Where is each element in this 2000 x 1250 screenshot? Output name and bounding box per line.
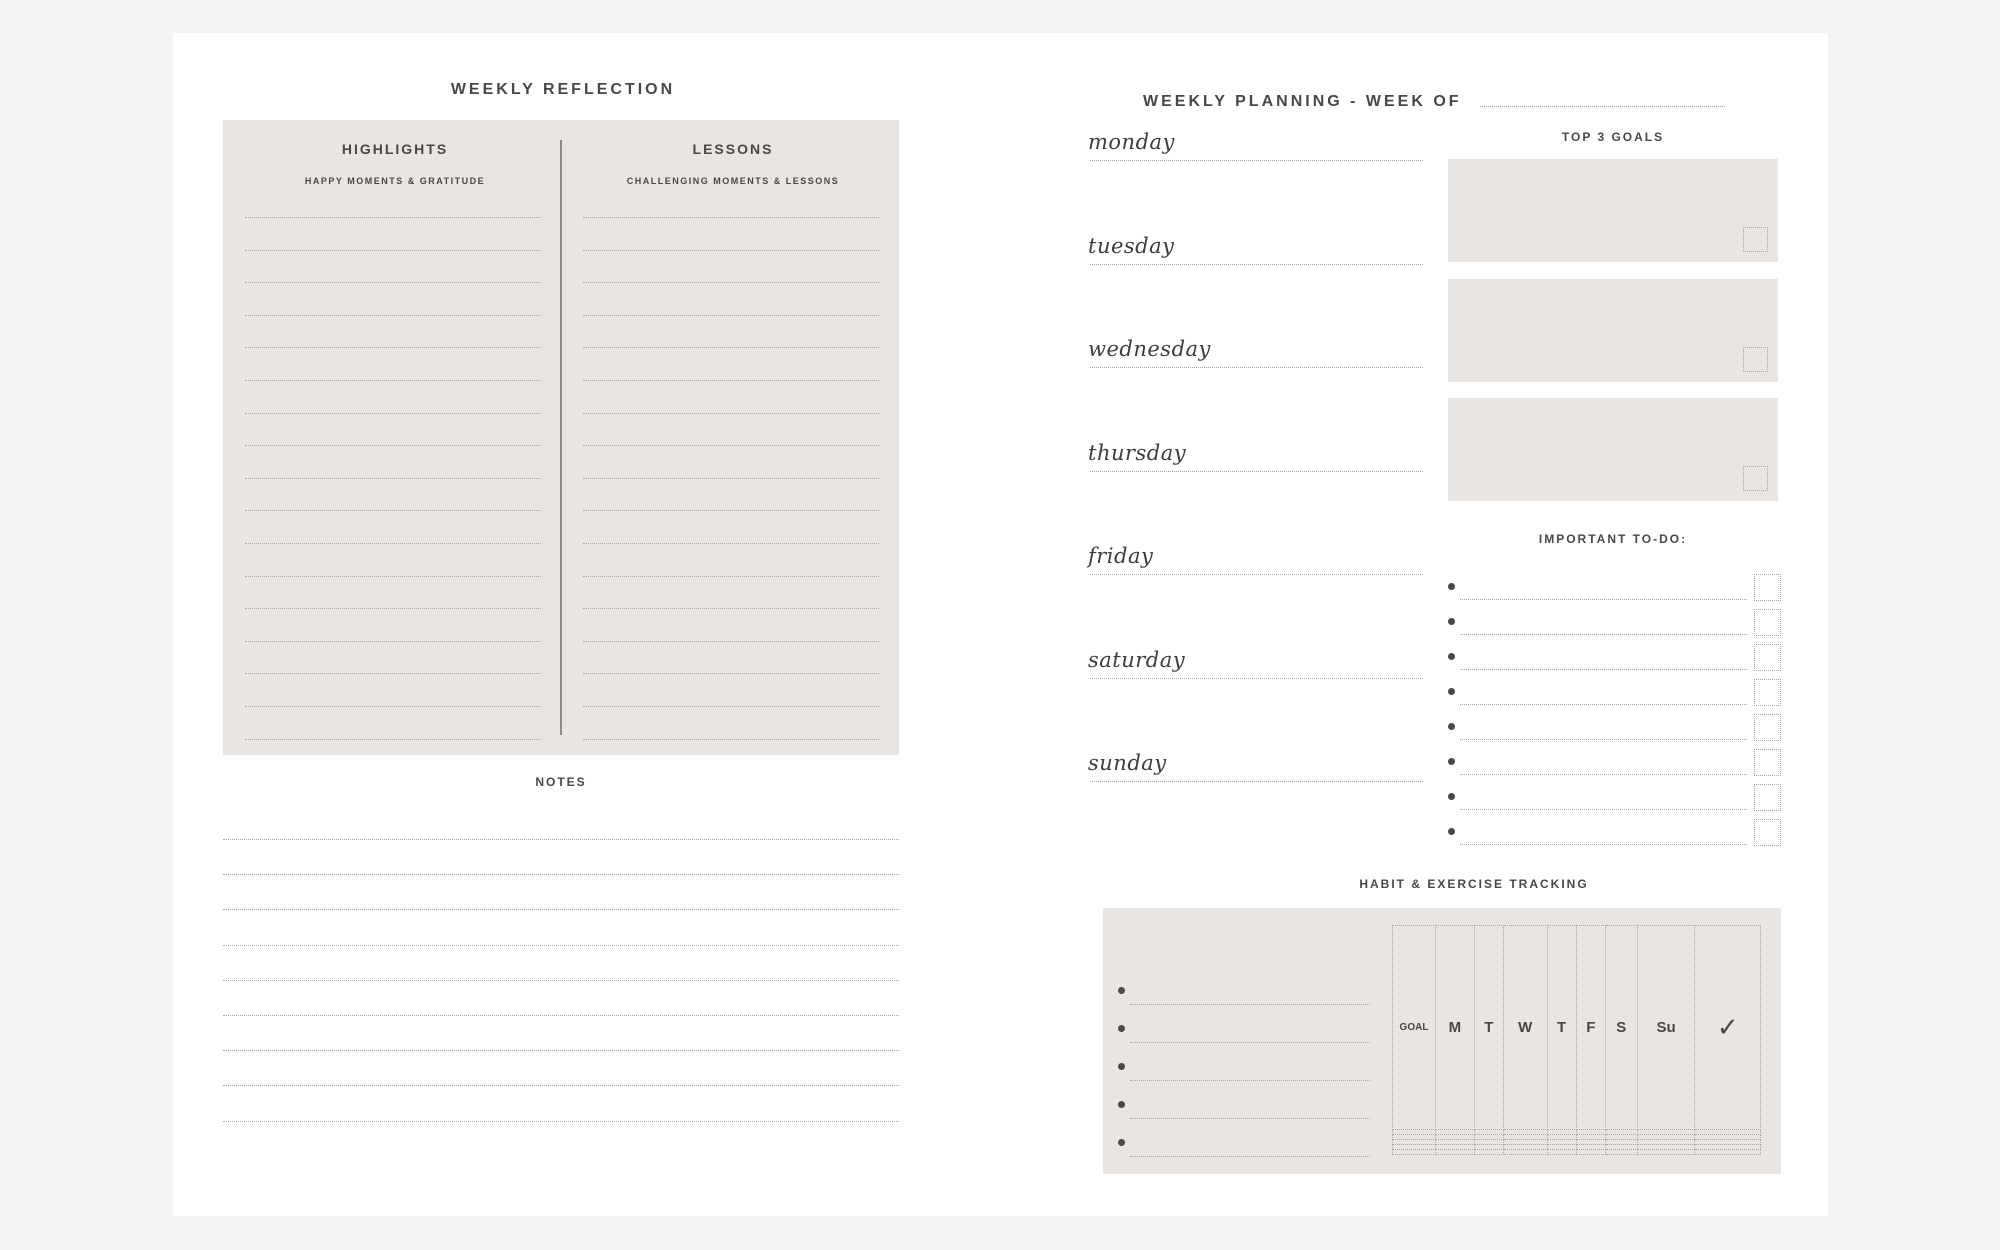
- todo-checkbox[interactable]: [1754, 644, 1781, 671]
- habit-col-fri: F: [1576, 926, 1605, 1130]
- goal-card[interactable]: [1448, 279, 1778, 382]
- habit-bullet: [1118, 1139, 1125, 1146]
- highlights-subtitle: HAPPY MOMENTS & GRATITUDE: [304, 176, 486, 186]
- highlights-line[interactable]: [245, 445, 541, 446]
- habit-grid-cell[interactable]: [1474, 1149, 1503, 1154]
- highlights-line[interactable]: [245, 380, 541, 381]
- notes-line[interactable]: [223, 1121, 899, 1122]
- highlights-line[interactable]: [245, 510, 541, 511]
- habit-grid-cell[interactable]: [1637, 1149, 1695, 1154]
- habit-grid-cell[interactable]: [1605, 1149, 1637, 1154]
- day-line-monday[interactable]: [1090, 160, 1423, 161]
- highlights-line[interactable]: [245, 608, 541, 609]
- day-label-thursday: thursday: [1088, 440, 1187, 465]
- todo-line[interactable]: [1460, 599, 1747, 600]
- week-of-line[interactable]: [1480, 106, 1725, 107]
- highlights-line[interactable]: [245, 706, 541, 707]
- day-line-sunday[interactable]: [1090, 781, 1423, 782]
- lessons-line[interactable]: [583, 217, 879, 218]
- lessons-line[interactable]: [583, 706, 879, 707]
- habit-col-mon: M: [1436, 926, 1475, 1130]
- habits-title: HABIT & EXERCISE TRACKING: [1359, 877, 1589, 891]
- todo-bullet: [1448, 618, 1455, 625]
- habit-line[interactable]: [1130, 1118, 1370, 1119]
- lessons-line[interactable]: [583, 282, 879, 283]
- lessons-line[interactable]: [583, 510, 879, 511]
- notes-line[interactable]: [223, 909, 899, 910]
- habit-grid-cell[interactable]: [1503, 1149, 1547, 1154]
- habit-col-tue: T: [1474, 926, 1503, 1130]
- day-line-friday[interactable]: [1090, 574, 1423, 575]
- planning-title: WEEKLY PLANNING - WEEK OF: [1143, 93, 1462, 110]
- habit-line[interactable]: [1130, 1042, 1370, 1043]
- notes-line[interactable]: [223, 874, 899, 875]
- lessons-line[interactable]: [583, 380, 879, 381]
- todo-bullet: [1448, 758, 1455, 765]
- habit-grid-cell[interactable]: [1576, 1149, 1605, 1154]
- todo-line[interactable]: [1460, 704, 1747, 705]
- highlights-line[interactable]: [245, 250, 541, 251]
- highlights-line[interactable]: [245, 641, 541, 642]
- todo-line[interactable]: [1460, 634, 1747, 635]
- highlights-line[interactable]: [245, 315, 541, 316]
- notes-line[interactable]: [223, 1050, 899, 1051]
- highlights-line[interactable]: [245, 282, 541, 283]
- lessons-line[interactable]: [583, 250, 879, 251]
- habit-col-wed: W: [1503, 926, 1547, 1130]
- todo-bullet: [1448, 723, 1455, 730]
- lessons-line[interactable]: [583, 641, 879, 642]
- goal-checkbox[interactable]: [1743, 466, 1768, 491]
- habit-col-sun: Su: [1637, 926, 1695, 1130]
- todo-line[interactable]: [1460, 844, 1747, 845]
- highlights-line[interactable]: [245, 543, 541, 544]
- day-label-tuesday: tuesday: [1088, 233, 1175, 258]
- day-label-friday: friday: [1088, 544, 1154, 568]
- habit-col-check: ✓: [1695, 926, 1761, 1130]
- todo-checkbox[interactable]: [1754, 679, 1781, 706]
- todo-checkbox[interactable]: [1754, 609, 1781, 636]
- lessons-line[interactable]: [583, 315, 879, 316]
- lessons-line[interactable]: [583, 739, 879, 740]
- highlights-line[interactable]: [245, 347, 541, 348]
- habit-line[interactable]: [1130, 1004, 1370, 1005]
- reflection-title: WEEKLY REFLECTION: [450, 81, 676, 98]
- day-label-saturday: saturday: [1088, 647, 1186, 672]
- lessons-title: LESSONS: [692, 141, 774, 157]
- habit-grid-cell[interactable]: [1436, 1149, 1475, 1154]
- todo-line[interactable]: [1460, 669, 1747, 670]
- goal-card[interactable]: [1448, 398, 1778, 501]
- highlights-line[interactable]: [245, 217, 541, 218]
- todo-checkbox[interactable]: [1754, 714, 1781, 741]
- lessons-subtitle: CHALLENGING MOMENTS & LESSONS: [626, 176, 840, 186]
- habit-bullet: [1118, 1025, 1125, 1032]
- lessons-line[interactable]: [583, 347, 879, 348]
- habit-bullet: [1118, 987, 1125, 994]
- todo-checkbox[interactable]: [1754, 749, 1781, 776]
- notes-line[interactable]: [223, 1085, 899, 1086]
- goal-checkbox[interactable]: [1743, 227, 1768, 252]
- lessons-line[interactable]: [583, 673, 879, 674]
- habit-grid-header: [1393, 926, 1761, 1130]
- lessons-line[interactable]: [583, 543, 879, 544]
- lessons-line[interactable]: [583, 413, 879, 414]
- todo-bullet: [1448, 793, 1455, 800]
- notes-line[interactable]: [223, 839, 899, 840]
- reflection-divider: [560, 140, 562, 735]
- todo-checkbox[interactable]: [1754, 784, 1781, 811]
- todo-title: IMPORTANT TO-DO:: [1538, 532, 1688, 546]
- habit-col-sat: S: [1605, 926, 1637, 1130]
- day-line-saturday[interactable]: [1090, 678, 1423, 679]
- highlights-title: HIGHLIGHTS: [341, 141, 449, 157]
- habit-grid: [1392, 925, 1761, 1155]
- lessons-line[interactable]: [583, 445, 879, 446]
- todo-line[interactable]: [1460, 809, 1747, 810]
- habit-grid-row: [1393, 1149, 1761, 1154]
- day-line-thursday[interactable]: [1090, 471, 1423, 472]
- day-line-wednesday[interactable]: [1090, 367, 1423, 368]
- habit-line[interactable]: [1130, 1156, 1370, 1157]
- day-label-monday: monday: [1088, 130, 1175, 154]
- notes-line[interactable]: [223, 980, 899, 981]
- todo-checkbox[interactable]: [1754, 819, 1781, 846]
- todo-bullet: [1448, 828, 1455, 835]
- todo-bullet: [1448, 688, 1455, 695]
- highlights-line[interactable]: [245, 478, 541, 479]
- habit-grid-cell[interactable]: [1547, 1149, 1576, 1154]
- goal-card[interactable]: [1448, 159, 1778, 262]
- habit-line[interactable]: [1130, 1080, 1370, 1081]
- highlights-line[interactable]: [245, 673, 541, 674]
- habit-col-goal: GOAL: [1393, 926, 1436, 1130]
- todo-line[interactable]: [1460, 739, 1747, 740]
- highlights-line[interactable]: [245, 413, 541, 414]
- todo-bullet: [1448, 583, 1455, 590]
- lessons-line[interactable]: [583, 608, 879, 609]
- lessons-line[interactable]: [583, 576, 879, 577]
- highlights-line[interactable]: [245, 576, 541, 577]
- day-label-wednesday: wednesday: [1088, 337, 1211, 361]
- day-line-tuesday[interactable]: [1090, 264, 1423, 265]
- notes-line[interactable]: [223, 945, 899, 946]
- day-label-sunday: sunday: [1088, 751, 1167, 775]
- goals-title: TOP 3 GOALS: [1561, 130, 1665, 144]
- todo-bullet: [1448, 653, 1455, 660]
- goal-checkbox[interactable]: [1743, 347, 1768, 372]
- todo-line[interactable]: [1460, 774, 1747, 775]
- lessons-line[interactable]: [583, 478, 879, 479]
- habit-grid-cell[interactable]: [1393, 1149, 1436, 1154]
- notes-title: NOTES: [535, 775, 587, 789]
- highlights-line[interactable]: [245, 739, 541, 740]
- todo-checkbox[interactable]: [1754, 574, 1781, 601]
- habit-grid-cell[interactable]: [1695, 1149, 1761, 1154]
- habit-bullet: [1118, 1101, 1125, 1108]
- notes-line[interactable]: [223, 1015, 899, 1016]
- habit-bullet: [1118, 1063, 1125, 1070]
- habit-col-thu: T: [1547, 926, 1576, 1130]
